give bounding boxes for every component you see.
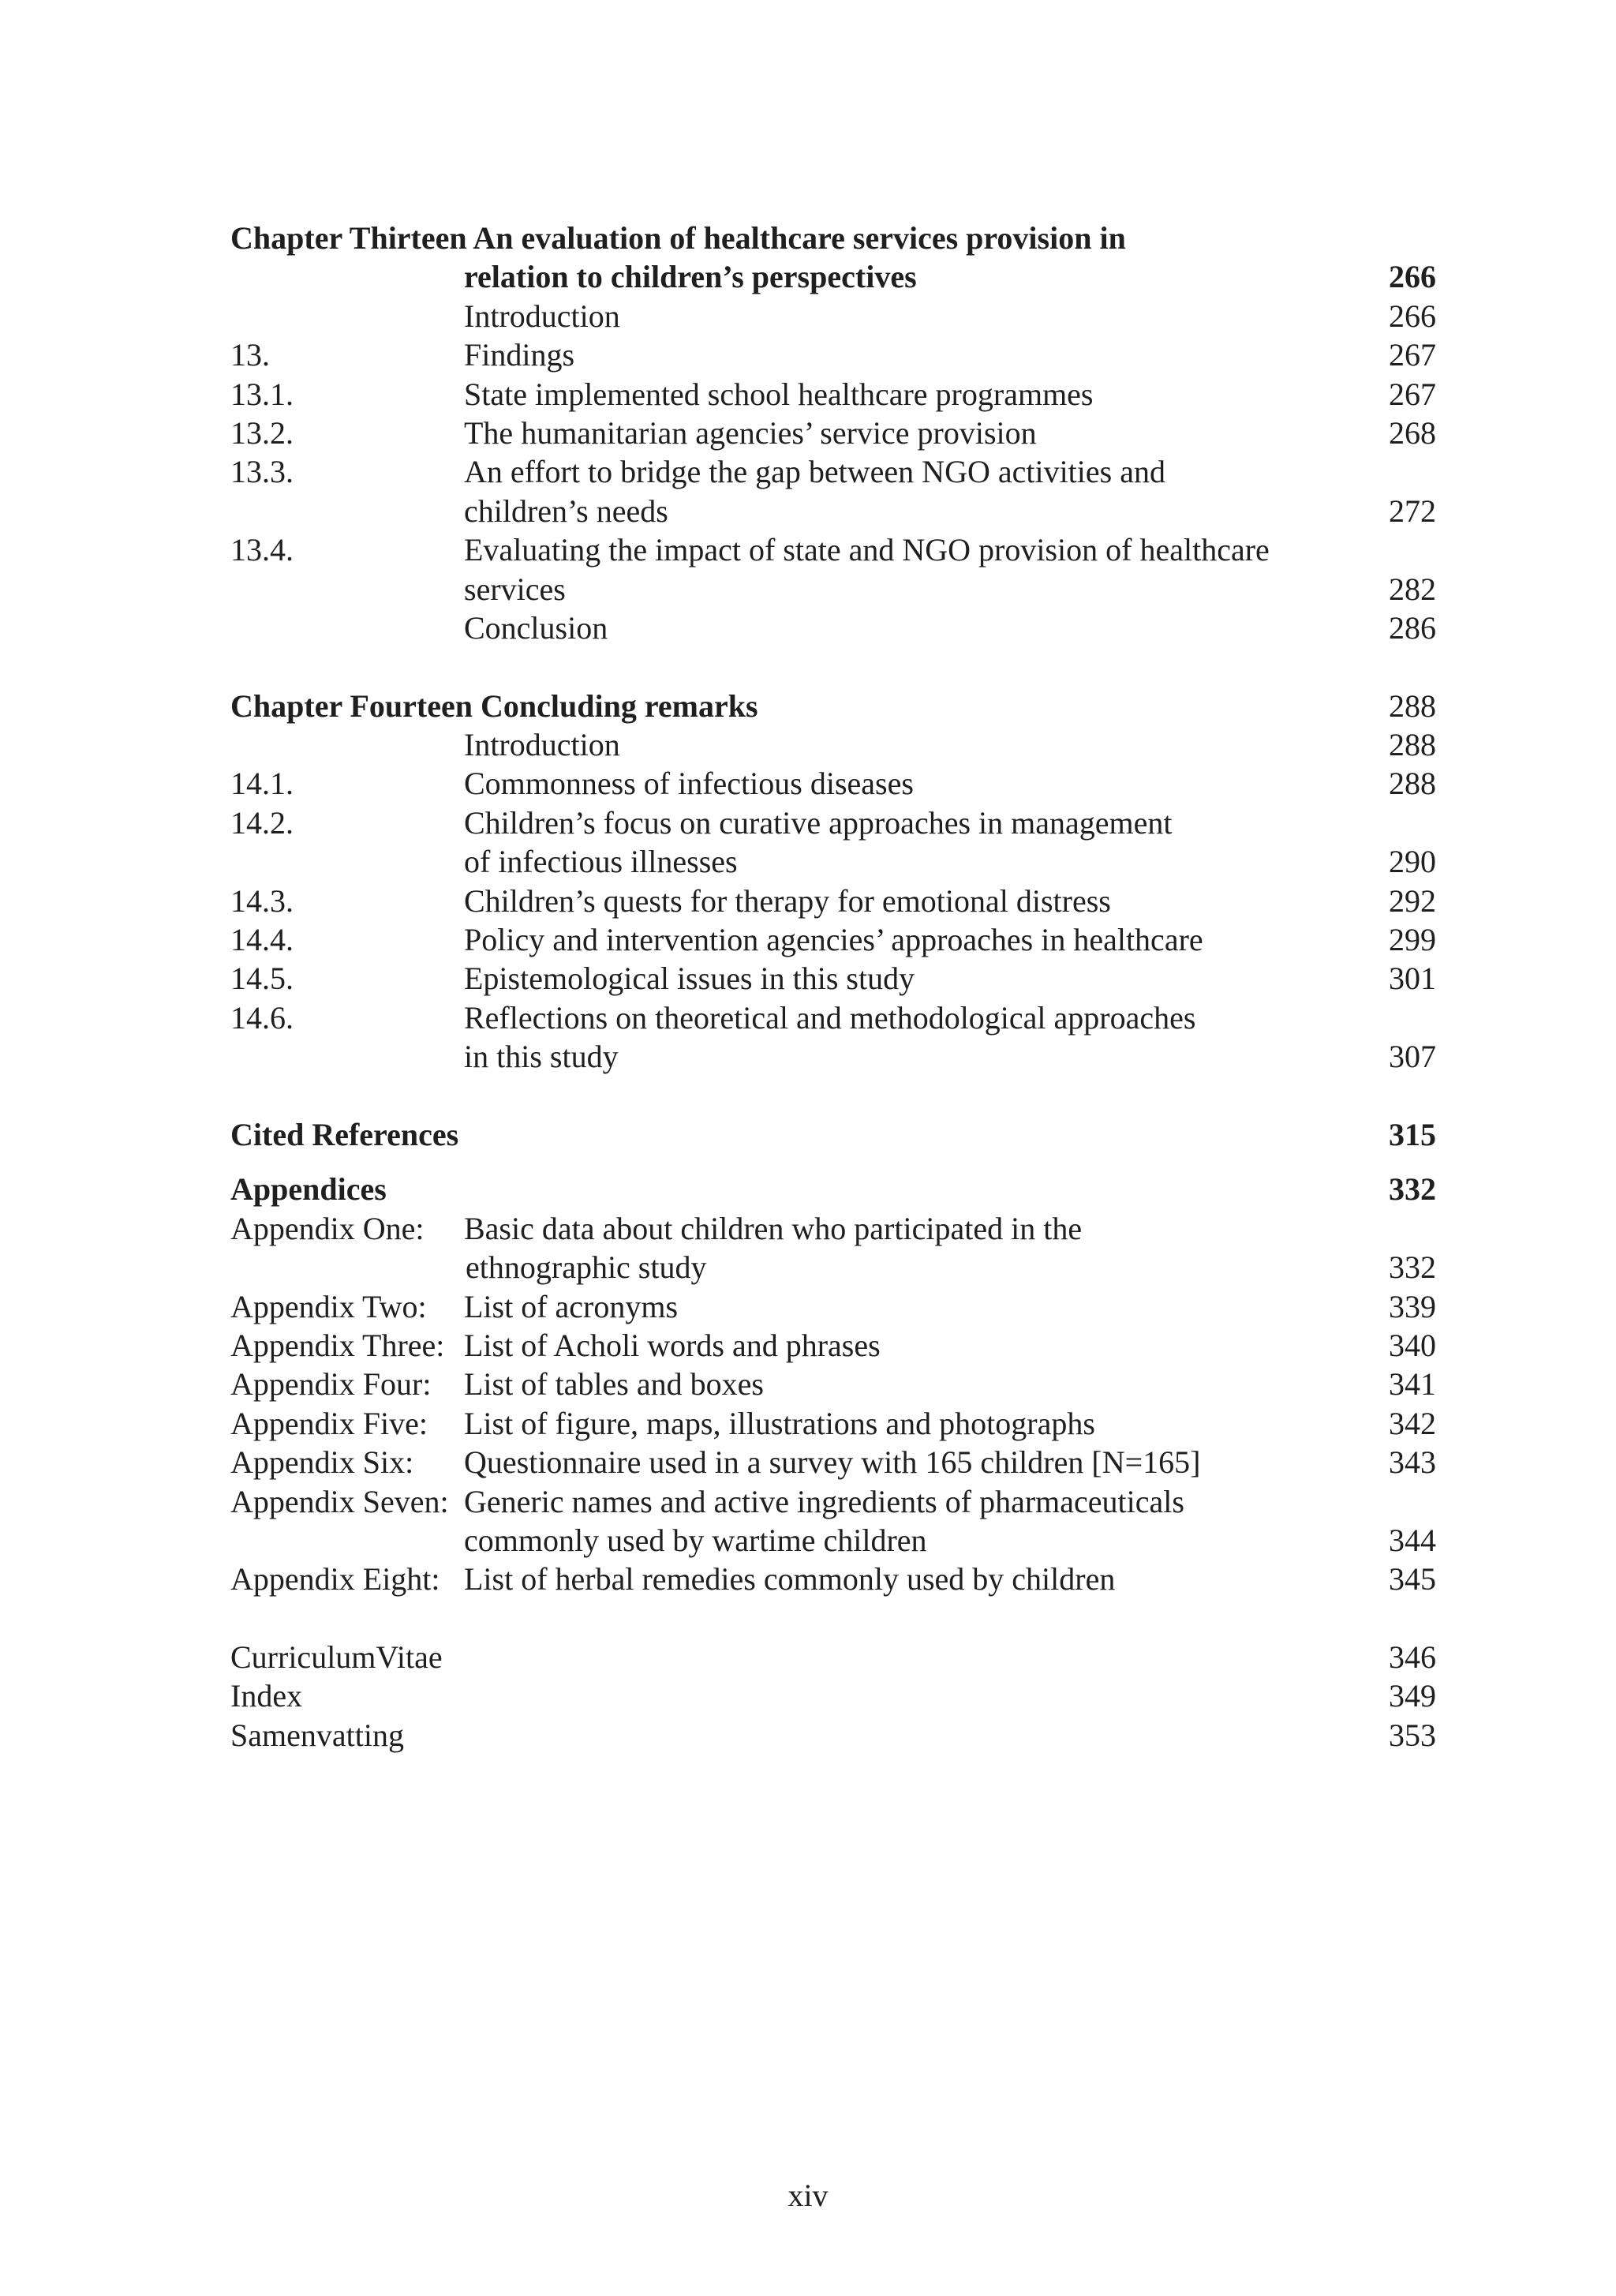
entry-title-cont: in this study <box>464 1039 619 1075</box>
entry-page: 282 <box>1389 571 1436 607</box>
end-matter-page: 349 <box>1389 1678 1436 1714</box>
toc-entry <box>230 764 1436 803</box>
entry-title: Policy and intervention agencies’ approaches in healthcare <box>464 922 1203 958</box>
entry-title: State implemented school healthcare programmes <box>464 376 1094 412</box>
toc-entry <box>230 920 1436 959</box>
entry-title: The humanitarian agencies’ service provision <box>464 414 1037 451</box>
entry-page: 272 <box>1389 493 1436 529</box>
toc-entry <box>230 882 1436 920</box>
appendix-page: 332 <box>1389 1249 1436 1286</box>
appendix-title-cont: ethnographic study <box>466 1249 707 1286</box>
end-matter-page: 353 <box>1389 1717 1436 1753</box>
cited-references-heading <box>230 1115 1436 1154</box>
entry-number: 14.1. <box>230 766 294 802</box>
appendix-entry <box>230 1209 1436 1248</box>
cited-references-page: 315 <box>1389 1116 1436 1152</box>
entry-page: 301 <box>1389 961 1436 997</box>
entry-page: 268 <box>1389 414 1436 451</box>
entry-page: 307 <box>1389 1039 1436 1075</box>
entry-page: 292 <box>1389 882 1436 919</box>
appendix-label: Appendix Two: <box>230 1288 427 1324</box>
entry-page: 286 <box>1389 609 1436 646</box>
appendices-heading <box>230 1170 1436 1208</box>
entry-number: 13. <box>230 337 270 373</box>
appendix-page: 341 <box>1389 1366 1436 1403</box>
toc-entry-continuation <box>230 492 1436 530</box>
appendix-label: Appendix Six: <box>230 1444 414 1481</box>
entry-page: 288 <box>1389 727 1436 763</box>
toc-entry <box>230 959 1436 998</box>
end-matter-page: 346 <box>1389 1639 1436 1676</box>
appendix-entry <box>230 1287 1436 1326</box>
chapter-14-heading-text: Chapter Fourteen Concluding remarks <box>230 687 758 724</box>
appendix-title: Basic data about children who participated in the <box>464 1210 1083 1246</box>
appendix-entry <box>230 1560 1436 1598</box>
entry-title-cont: children’s needs <box>464 493 668 529</box>
entry-title: Findings <box>464 337 575 373</box>
entry-title: Evaluating the impact of state and NGO provision of healthcare <box>464 532 1270 568</box>
appendix-entry-continuation <box>230 1521 1436 1560</box>
appendix-page: 344 <box>1389 1522 1436 1558</box>
appendix-title: List of herbal remedies commonly used by children <box>464 1561 1116 1597</box>
end-matter-title: Samenvatting <box>230 1717 404 1753</box>
entry-page: 299 <box>1389 922 1436 958</box>
end-matter-title: CurriculumVitae <box>230 1639 443 1676</box>
entry-number: 13.4. <box>230 532 294 568</box>
toc-entry <box>230 530 1436 569</box>
toc-entry <box>230 375 1436 414</box>
appendices-title: Appendices <box>230 1171 387 1208</box>
chapter-14-heading <box>230 687 1436 725</box>
entry-title-cont: services <box>464 571 566 607</box>
entry-page: 267 <box>1389 337 1436 373</box>
entry-title: Children’s focus on curative approaches in management <box>464 804 1173 841</box>
chapter-13-heading-line2: relation to children’s perspectives <box>464 259 917 295</box>
toc-entry <box>230 803 1436 842</box>
toc-entry-continuation <box>230 1037 1436 1076</box>
appendix-page: 343 <box>1389 1444 1436 1481</box>
end-matter-entry <box>230 1716 1436 1755</box>
appendix-title: Generic names and active ingredients of pharmaceuticals <box>464 1483 1184 1519</box>
entry-number: 13.3. <box>230 454 294 490</box>
appendices-page: 332 <box>1389 1171 1436 1208</box>
appendix-title: Questionnaire used in a survey with 165 children [N=165] <box>464 1444 1201 1481</box>
appendix-entry-continuation <box>230 1248 1436 1287</box>
appendix-title: List of figure, maps, illustrations and photographs <box>464 1405 1095 1441</box>
appendix-page: 345 <box>1389 1561 1436 1597</box>
appendix-label: Appendix Eight: <box>230 1561 440 1597</box>
appendix-entry <box>230 1404 1436 1443</box>
entry-title: Conclusion <box>464 609 608 646</box>
entry-number: 13.2. <box>230 414 294 451</box>
end-matter-entry <box>230 1638 1436 1676</box>
toc-entry <box>230 297 1436 335</box>
toc-entry <box>230 452 1436 491</box>
appendix-entry <box>230 1443 1436 1481</box>
toc-entry-continuation <box>230 570 1436 609</box>
appendix-title-cont: commonly used by wartime children <box>464 1522 927 1558</box>
appendix-page: 342 <box>1389 1405 1436 1441</box>
toc-entry <box>230 609 1436 647</box>
chapter-13-heading-cont <box>230 257 1436 296</box>
end-matter-entry <box>230 1676 1436 1715</box>
entry-title: Epistemological issues in this study <box>464 961 915 997</box>
entry-number: 14.2. <box>230 804 294 841</box>
appendix-label: Appendix Four: <box>230 1366 432 1403</box>
appendix-entry <box>230 1365 1436 1403</box>
toc-entry <box>230 414 1436 452</box>
entry-number: 14.5. <box>230 961 294 997</box>
appendix-entry <box>230 1482 1436 1521</box>
entry-title: Reflections on theoretical and methodological approaches <box>464 999 1196 1036</box>
appendix-page: 339 <box>1389 1288 1436 1324</box>
appendix-label: Appendix One: <box>230 1210 425 1246</box>
entry-title: Introduction <box>464 298 620 334</box>
entry-page: 288 <box>1389 766 1436 802</box>
cited-references-title: Cited References <box>230 1116 459 1152</box>
page-number: xiv <box>787 2178 829 2213</box>
appendix-label: Appendix Seven: <box>230 1483 449 1519</box>
appendix-title: List of acronyms <box>464 1288 679 1324</box>
chapter-13-heading <box>230 219 1436 257</box>
entry-title: Introduction <box>464 727 620 763</box>
appendix-page: 340 <box>1389 1327 1436 1363</box>
appendix-label: Appendix Five: <box>230 1405 428 1441</box>
appendix-title: List of Acholi words and phrases <box>464 1327 881 1363</box>
entry-title: Children’s quests for therapy for emotional distress <box>464 882 1111 919</box>
end-matter-title: Index <box>230 1678 303 1714</box>
toc-entry <box>230 998 1436 1037</box>
appendix-entry <box>230 1326 1436 1365</box>
appendix-label: Appendix Three: <box>230 1327 445 1363</box>
table-of-contents <box>230 219 1436 1755</box>
entry-number: 13.1. <box>230 376 294 412</box>
entry-title: An effort to bridge the gap between NGO activities and <box>464 454 1165 490</box>
entry-page: 267 <box>1389 376 1436 412</box>
entry-number: 14.3. <box>230 882 294 919</box>
toc-entry <box>230 725 1436 764</box>
entry-page: 290 <box>1389 844 1436 880</box>
entry-number: 14.4. <box>230 922 294 958</box>
entry-page: 266 <box>1389 298 1436 334</box>
chapter-13-heading-line1: Chapter Thirteen An evaluation of healthcare services provision in <box>230 220 1126 256</box>
chapter-13-page: 266 <box>1389 259 1436 295</box>
chapter-14-page: 288 <box>1389 687 1436 724</box>
toc-entry-continuation <box>230 842 1436 881</box>
entry-number: 14.6. <box>230 999 294 1036</box>
appendix-title: List of tables and boxes <box>464 1366 764 1403</box>
toc-entry <box>230 335 1436 374</box>
entry-title: Commonness of infectious diseases <box>464 766 914 802</box>
entry-title-cont: of infectious illnesses <box>464 844 738 880</box>
